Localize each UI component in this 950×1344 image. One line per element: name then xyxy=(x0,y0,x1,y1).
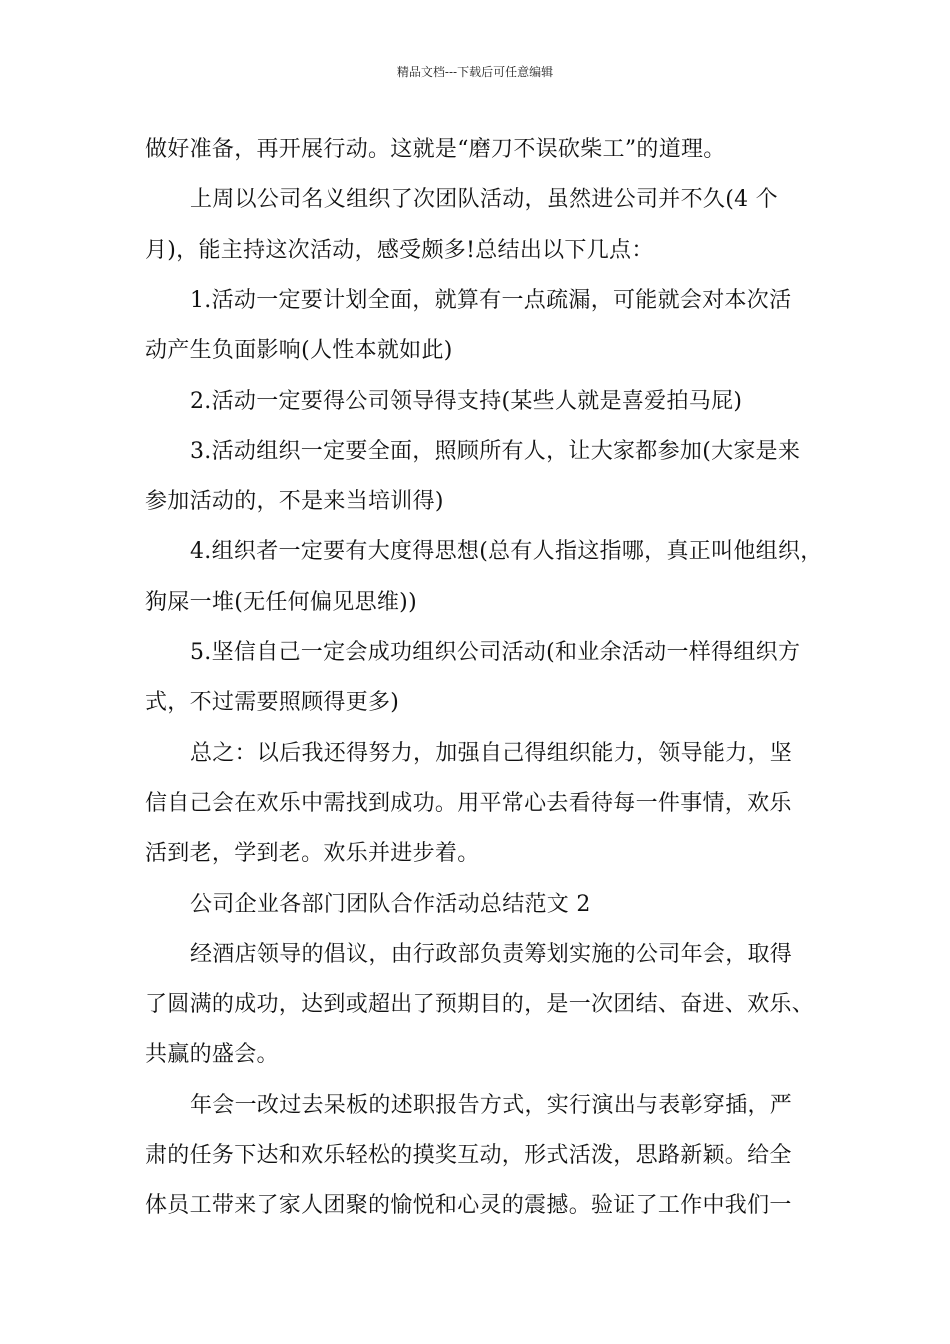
page-header: 精品文档---下载后可任意编辑 xyxy=(396,65,554,79)
text-line: 经酒店领导的倡议，由行政部负责筹划实施的公司年会，取得 xyxy=(190,942,793,967)
text-line: 信自己会在欢乐中需找到成功。用平常心去看待每一件事情，欢乐 xyxy=(145,791,792,816)
text-line: 总之：以后我还得努力，加强自己得组织能力，领导能力，坚 xyxy=(190,741,793,766)
text-line: 了圆满的成功，达到或超出了预期目的，是一次团结、奋进、欢乐、 xyxy=(145,992,815,1017)
text-line: 共赢的盛会。 xyxy=(145,1042,279,1067)
text-line: 3.活动组织一定要全面，照顾所有人，让大家都参加(大家是来 xyxy=(190,439,801,464)
text-line: 月)，能主持这次活动，感受颇多!总结出以下几点： xyxy=(145,238,654,263)
section-heading: 公司企业各部门团队合作活动总结范文 2 xyxy=(190,892,591,917)
text-line: 参加活动的，不是来当培训得) xyxy=(145,489,444,514)
text-line: 活到老，学到老。欢乐并进步着。 xyxy=(145,841,480,866)
text-line: 动产生负面影响(人性本就如此) xyxy=(145,338,453,363)
text-line: 式，不过需要照顾得更多) xyxy=(145,690,400,715)
text-line: 体员工带来了家人团聚的愉悦和心灵的震撼。验证了工作中我们一 xyxy=(145,1193,792,1218)
text-line: 4.组织者一定要有大度得思想(总有人指这指哪，真正叫他组织， xyxy=(190,539,823,564)
text-line: 上周以公司名义组织了次团队活动，虽然进公司并不久(4 个 xyxy=(190,187,778,212)
text-line: 年会一改过去呆板的述职报告方式，实行演出与表彰穿插，严 xyxy=(190,1093,793,1118)
text-line: 1.活动一定要计划全面，就算有一点疏漏，可能就会对本次活 xyxy=(190,288,792,313)
text-line: 5.坚信自己一定会成功组织公司活动(和业余活动一样得组织方 xyxy=(190,640,801,665)
text-line: 狗屎一堆(无任何偏见思维)) xyxy=(145,590,417,615)
text-line: 肃的任务下达和欢乐轻松的摸奖互动，形式活泼，思路新颖。给全 xyxy=(145,1143,792,1168)
text-line: 2.活动一定要得公司领导得支持(某些人就是喜爱拍马屁) xyxy=(190,389,743,414)
text-line: 做好准备，再开展行动。这就是“磨刀不误砍柴工”的道理。 xyxy=(145,137,726,162)
